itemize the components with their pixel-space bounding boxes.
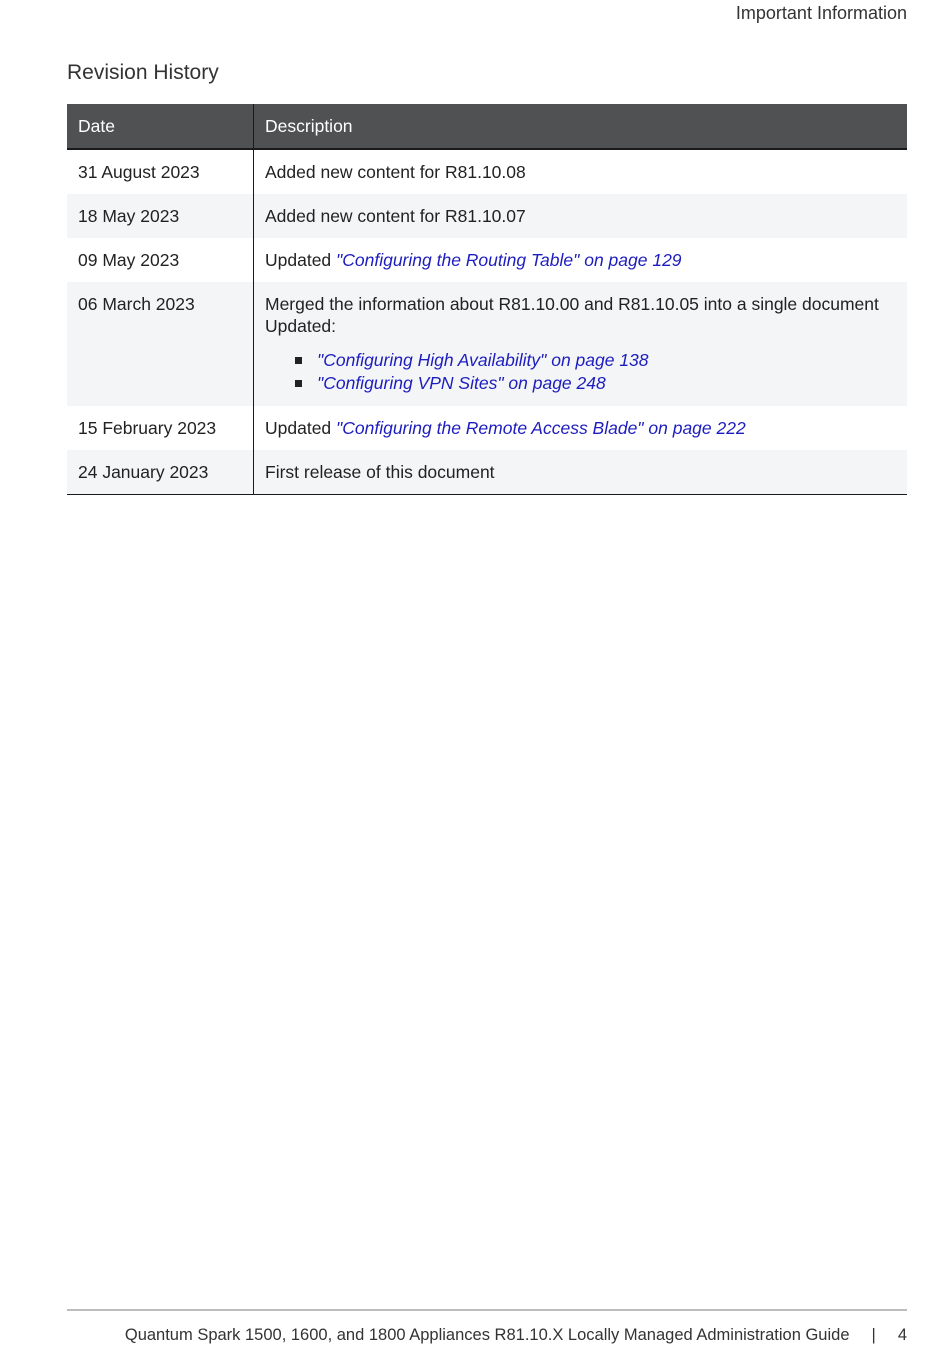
row-description: Added new content for R81.10.07	[254, 194, 908, 238]
revision-history-table	[67, 104, 907, 495]
list-item	[295, 349, 896, 372]
updated-topics-list	[265, 349, 896, 395]
row-date: 06 March 2023	[67, 282, 254, 406]
section-title: Revision History	[67, 61, 219, 84]
link-remote-access-blade[interactable]: "Configuring the Remote Access Blade" on page 222	[336, 418, 746, 438]
table-row	[67, 282, 907, 406]
link-vpn-sites[interactable]: "Configuring VPN Sites" on page 248	[317, 373, 606, 393]
table-row	[67, 238, 907, 282]
table-row	[67, 194, 907, 238]
page-footer	[125, 1326, 907, 1345]
link-high-availability[interactable]: "Configuring High Availability" on page 138	[317, 350, 649, 370]
column-header-description: Description	[254, 104, 908, 149]
row-description	[254, 406, 908, 450]
table-row	[67, 450, 907, 495]
row-date: 09 May 2023	[67, 238, 254, 282]
table-header-row	[67, 104, 907, 149]
row-description: First release of this document	[254, 450, 908, 495]
table-row	[67, 149, 907, 194]
footer-document-title: Quantum Spark 1500, 1600, and 1800 Appliances R81.10.X Locally Managed Administration Guide	[124, 1326, 850, 1344]
row-description-line: Merged the information about R81.10.00 and R81.10.05 into a single document	[265, 294, 879, 314]
running-header: Important Information	[735, 3, 907, 23]
square-bullet-icon	[295, 357, 302, 364]
column-header-date: Date	[67, 104, 254, 149]
row-description-line: Updated:	[265, 316, 337, 336]
list-item	[295, 372, 896, 395]
row-date: 24 January 2023	[67, 450, 254, 495]
row-description-prefix: Updated	[265, 418, 337, 438]
row-date: 15 February 2023	[67, 406, 254, 450]
row-description-prefix: Updated	[265, 250, 337, 270]
row-description	[254, 282, 908, 406]
link-routing-table[interactable]: "Configuring the Routing Table" on page 129	[336, 250, 682, 270]
row-description: Added new content for R81.10.08	[265, 162, 526, 182]
square-bullet-icon	[295, 380, 302, 387]
footer-divider	[67, 1309, 907, 1311]
row-date: 31 August 2023	[67, 149, 254, 194]
footer-separator: |	[871, 1326, 876, 1344]
table-row	[67, 406, 907, 450]
page-number: 4	[897, 1326, 907, 1344]
row-date: 18 May 2023	[67, 194, 254, 238]
row-description	[254, 238, 908, 282]
